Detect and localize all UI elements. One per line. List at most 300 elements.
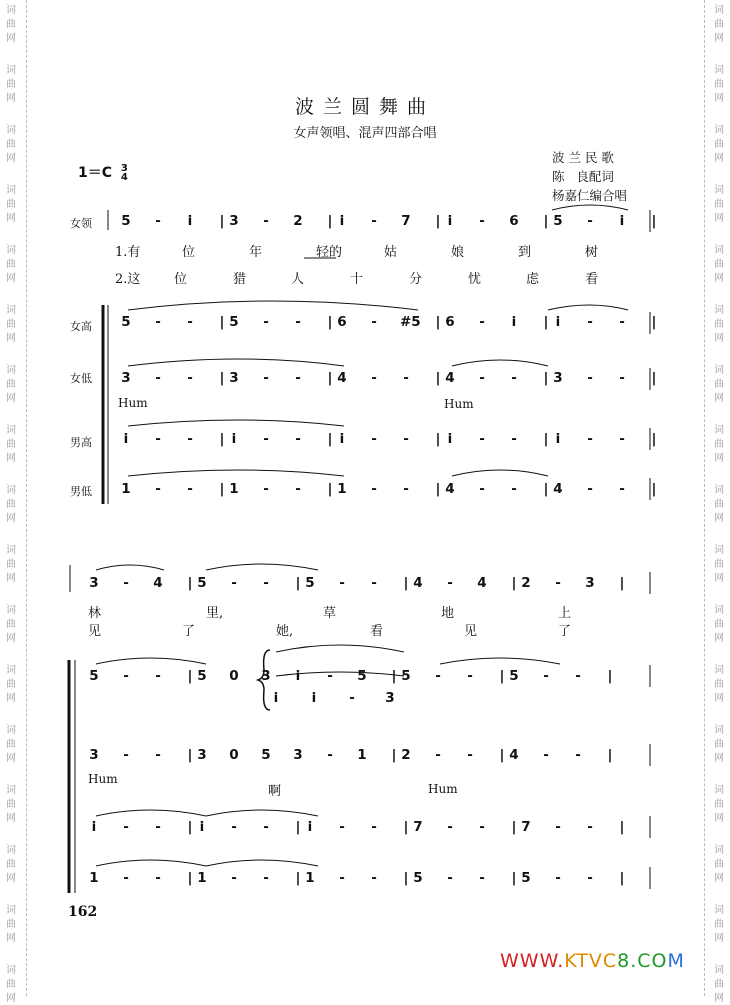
lyric-word: 了	[182, 624, 196, 639]
lyric-word: 上	[558, 606, 572, 621]
lyric-word: 到	[518, 245, 532, 260]
watermark-char: 词	[714, 5, 724, 16]
watermark-char: 曲	[6, 739, 16, 750]
note: 1	[229, 481, 239, 497]
note: 3	[89, 575, 99, 591]
note: 3	[385, 690, 395, 706]
note: -	[295, 431, 301, 447]
note: -	[555, 575, 561, 591]
note: 3	[197, 747, 207, 763]
bar-line: |	[619, 819, 625, 835]
watermark-char: 词	[714, 485, 724, 496]
note: -	[403, 481, 409, 497]
watermark-char: 曲	[6, 679, 16, 690]
watermark-char: 曲	[6, 859, 16, 870]
watermark-char: 网	[714, 153, 724, 164]
note: 4	[445, 481, 455, 497]
note: i	[231, 431, 237, 447]
watermark-char: 网	[714, 93, 724, 104]
note: -	[587, 431, 593, 447]
note: -	[231, 575, 237, 591]
watermark-char: 词	[714, 605, 724, 616]
watermark-char: 词	[714, 425, 724, 436]
note: -	[263, 370, 269, 386]
watermark-char: 曲	[714, 559, 724, 570]
watermark-char: 词	[6, 125, 16, 136]
note: 3	[553, 370, 563, 386]
note: 3	[261, 668, 271, 684]
watermark-char: 网	[6, 693, 16, 704]
note: i	[311, 690, 317, 706]
watermark-char: 曲	[6, 919, 16, 930]
note: 3	[585, 575, 595, 591]
note: -	[187, 431, 193, 447]
watermark-char: 曲	[714, 19, 724, 30]
watermark-char: 曲	[714, 979, 724, 990]
note: 4	[553, 481, 563, 497]
site-char: T	[576, 950, 589, 972]
note: -	[371, 213, 377, 229]
note: i	[295, 668, 301, 684]
watermark-char: 网	[714, 633, 724, 644]
site-char: W	[519, 950, 540, 972]
note: i	[511, 314, 517, 330]
sys2-hum-1: Hum	[88, 772, 118, 786]
bar-line: |	[327, 213, 333, 229]
watermark-char: 曲	[6, 19, 16, 30]
note: -	[371, 870, 377, 886]
note: 0	[229, 668, 239, 684]
watermark-char: 网	[714, 933, 724, 944]
watermark-char: 网	[6, 213, 16, 224]
note: i	[273, 690, 279, 706]
watermark-char: 曲	[6, 979, 16, 990]
bar-line: |	[187, 870, 193, 886]
watermark-char: 曲	[6, 259, 16, 270]
watermark-char: 词	[714, 245, 724, 256]
note: 6	[337, 314, 347, 330]
site-char: M	[667, 950, 685, 972]
note: -	[447, 870, 453, 886]
watermark-char: 曲	[714, 319, 724, 330]
note: 5	[357, 668, 367, 684]
note: -	[479, 481, 485, 497]
note: -	[231, 870, 237, 886]
bar-line: |	[295, 870, 301, 886]
note: 1	[121, 481, 131, 497]
note: i	[187, 213, 193, 229]
bar-line: |	[511, 870, 517, 886]
credit-lyrics: 陈 良配词	[552, 169, 614, 184]
watermark-char: 网	[6, 513, 16, 524]
watermark-char: 词	[714, 185, 724, 196]
site-char: .	[630, 950, 638, 972]
bar-line: |	[511, 819, 517, 835]
watermark-char: 网	[714, 393, 724, 404]
note: 5	[121, 213, 131, 229]
bar-line: |	[543, 213, 549, 229]
lyric-word: 里,	[206, 606, 224, 621]
note: -	[187, 370, 193, 386]
note: -	[295, 481, 301, 497]
bar-line: |	[651, 481, 657, 497]
bar-line: |	[219, 481, 225, 497]
note: 5	[521, 870, 531, 886]
lyric-word: 了	[558, 624, 572, 639]
lyric-word: 分	[409, 272, 423, 287]
note: 3	[293, 747, 303, 763]
note: 7	[521, 819, 531, 835]
note: i	[555, 314, 561, 330]
watermark-char: 词	[714, 965, 724, 976]
watermark-char: 词	[6, 425, 16, 436]
note: -	[123, 575, 129, 591]
watermark-char: 网	[714, 993, 724, 1004]
watermark-char: 网	[6, 153, 16, 164]
bar-line: |	[187, 668, 193, 684]
bar-line: |	[435, 213, 441, 229]
note: -	[263, 431, 269, 447]
note: -	[619, 481, 625, 497]
bar-line: |	[543, 481, 549, 497]
watermark-char: 词	[714, 665, 724, 676]
time-top: 3	[120, 163, 128, 174]
note: -	[123, 747, 129, 763]
watermark-char: 词	[714, 785, 724, 796]
note: 5	[553, 213, 563, 229]
note: i	[307, 819, 313, 835]
watermark-char: 词	[6, 905, 16, 916]
watermark-char: 词	[6, 545, 16, 556]
note: -	[587, 481, 593, 497]
note: -	[263, 314, 269, 330]
note: -	[371, 370, 377, 386]
watermark-char: 词	[6, 365, 16, 376]
watermark-char: 曲	[714, 679, 724, 690]
watermark-char: 网	[714, 873, 724, 884]
note: -	[467, 668, 473, 684]
watermark-char: 词	[6, 65, 16, 76]
part-label-alto: 女低	[70, 372, 92, 385]
note: -	[447, 819, 453, 835]
bar-line: |	[327, 481, 333, 497]
note: 6	[445, 314, 455, 330]
note: 3	[121, 370, 131, 386]
note: -	[435, 668, 441, 684]
watermark-char: 词	[6, 665, 16, 676]
note: i	[619, 213, 625, 229]
watermark-char: 网	[714, 813, 724, 824]
bar-line: |	[499, 668, 505, 684]
lyric-word: 林	[88, 606, 102, 621]
watermark-char: 词	[714, 125, 724, 136]
note: 1	[197, 870, 207, 886]
note: -	[371, 314, 377, 330]
note: 5	[261, 747, 271, 763]
bar-line: |	[219, 370, 225, 386]
note: 2	[521, 575, 531, 591]
note: -	[155, 747, 161, 763]
song-subtitle: 女声领唱、混声四部合唱	[293, 126, 437, 141]
watermark-char: 词	[714, 365, 724, 376]
note: 4	[445, 370, 455, 386]
lyric-word: 1.有	[115, 245, 141, 260]
key-label: 1＝C	[78, 165, 113, 181]
watermark-char: 网	[6, 93, 16, 104]
bar-line: |	[607, 668, 613, 684]
bar-line: |	[219, 213, 225, 229]
note: -	[155, 431, 161, 447]
note: 7	[413, 819, 423, 835]
time-bottom: 4	[120, 172, 128, 183]
note: 5	[305, 575, 315, 591]
note: -	[511, 481, 517, 497]
watermark-char: 网	[6, 453, 16, 464]
note: -	[327, 668, 333, 684]
lyric-word: 地	[441, 606, 455, 621]
note: -	[403, 370, 409, 386]
watermark-char: 网	[714, 753, 724, 764]
site-char: W	[539, 950, 558, 972]
watermark-char: 词	[6, 305, 16, 316]
watermark-char: 网	[6, 993, 16, 1004]
note: -	[187, 314, 193, 330]
bar-line: |	[543, 431, 549, 447]
watermark-char: 网	[714, 333, 724, 344]
watermark-char: 词	[714, 65, 724, 76]
note: -	[123, 819, 129, 835]
watermark-char: 网	[6, 633, 16, 644]
bar-line: |	[543, 314, 549, 330]
note: #5	[400, 314, 421, 330]
site-char: C	[602, 950, 618, 972]
watermark-char: 网	[714, 273, 724, 284]
note: 3	[229, 213, 239, 229]
credit-origin: 波 兰 民 歌	[552, 150, 614, 165]
bar-line: |	[651, 314, 657, 330]
note: -	[587, 314, 593, 330]
note: -	[327, 747, 333, 763]
note: -	[587, 870, 593, 886]
note: -	[543, 747, 549, 763]
watermark-char: 曲	[6, 319, 16, 330]
watermark-char: 网	[6, 273, 16, 284]
lyric-word: 2.这	[115, 272, 141, 287]
bar-line: |	[651, 370, 657, 386]
note: -	[619, 370, 625, 386]
bar-line: |	[391, 747, 397, 763]
note: -	[511, 370, 517, 386]
note: 1	[305, 870, 315, 886]
bar-line: |	[327, 431, 333, 447]
watermark-char: 曲	[6, 499, 16, 510]
note: -	[479, 431, 485, 447]
lyric-word: 树	[585, 245, 599, 260]
note: -	[479, 870, 485, 886]
watermark-char: 词	[714, 545, 724, 556]
bar-line: |	[187, 819, 193, 835]
lyric-word: 草	[323, 606, 337, 621]
watermark-char: 词	[6, 725, 16, 736]
bar-line: |	[403, 575, 409, 591]
note: -	[555, 819, 561, 835]
note: -	[263, 870, 269, 886]
note: -	[619, 431, 625, 447]
watermark-char: 曲	[6, 619, 16, 630]
part-label-lead: 女领	[70, 217, 92, 230]
watermark-char: 网	[6, 33, 16, 44]
watermark-char: 曲	[6, 139, 16, 150]
bar-line: |	[651, 213, 657, 229]
watermark-char: 词	[714, 725, 724, 736]
note: -	[263, 481, 269, 497]
lyric-word: 看	[370, 624, 384, 639]
watermark-char: 曲	[714, 799, 724, 810]
bar-line: |	[435, 370, 441, 386]
note: -	[155, 870, 161, 886]
watermark-char: 曲	[714, 79, 724, 90]
watermark-char: 曲	[6, 79, 16, 90]
bar-line: |	[435, 481, 441, 497]
watermark-char: 曲	[6, 439, 16, 450]
note: -	[575, 668, 581, 684]
note: 1	[337, 481, 347, 497]
note: i	[91, 819, 97, 835]
song-title: 波兰圆舞曲	[294, 96, 435, 118]
note: 5	[229, 314, 239, 330]
watermark-char: 曲	[714, 439, 724, 450]
lyric-word: 年	[249, 245, 263, 260]
lyric-word: 忧	[468, 272, 482, 287]
note: -	[155, 668, 161, 684]
site-char: K	[564, 950, 577, 972]
watermark-char: 曲	[714, 619, 724, 630]
note: 4	[477, 575, 487, 591]
bar-line: |	[435, 314, 441, 330]
watermark-char: 曲	[6, 559, 16, 570]
watermark-char: 曲	[714, 259, 724, 270]
note: 3	[89, 747, 99, 763]
watermark-char: 网	[6, 573, 16, 584]
site-char: W	[500, 950, 520, 972]
watermark-char: 曲	[714, 379, 724, 390]
lyric-word: 位	[174, 272, 188, 287]
note: -	[403, 431, 409, 447]
note: -	[155, 213, 161, 229]
note: -	[371, 819, 377, 835]
credit-arranger: 杨嘉仁编合唱	[552, 188, 628, 203]
note: i	[339, 213, 345, 229]
note: i	[447, 431, 453, 447]
watermark-char: 网	[6, 393, 16, 404]
note: i	[199, 819, 205, 835]
note: -	[543, 668, 549, 684]
watermark-char: 网	[6, 333, 16, 344]
watermark-char: 曲	[714, 859, 724, 870]
bar-line: |	[651, 431, 657, 447]
note: 7	[401, 213, 411, 229]
lyric-word: 猎	[233, 272, 247, 287]
note: -	[295, 314, 301, 330]
watermark-char: 网	[714, 453, 724, 464]
bar-line: |	[327, 370, 333, 386]
bar-line: |	[403, 819, 409, 835]
note: 4	[509, 747, 519, 763]
note: -	[619, 314, 625, 330]
sys2-ah: 啊	[268, 784, 282, 799]
watermark-char: 词	[6, 485, 16, 496]
site-char: .	[557, 950, 565, 972]
lyric-word: 轻的	[316, 245, 343, 260]
watermark-char: 词	[6, 245, 16, 256]
note: -	[155, 370, 161, 386]
watermark-char: 曲	[714, 919, 724, 930]
watermark-char: 词	[714, 305, 724, 316]
note: 4	[413, 575, 423, 591]
bar-line: |	[619, 575, 625, 591]
note: 5	[89, 668, 99, 684]
note: -	[155, 481, 161, 497]
watermark-char: 词	[6, 185, 16, 196]
watermark-char: 词	[6, 605, 16, 616]
bar-line: |	[295, 575, 301, 591]
lyric-word: 姑	[384, 245, 398, 260]
note: -	[435, 747, 441, 763]
note: 2	[401, 747, 411, 763]
note: -	[467, 747, 473, 763]
site-char: V	[588, 950, 603, 972]
watermark-char: 网	[6, 873, 16, 884]
note: -	[479, 819, 485, 835]
note: -	[371, 575, 377, 591]
note: -	[587, 370, 593, 386]
bar-line: |	[391, 668, 397, 684]
note: -	[479, 370, 485, 386]
note: -	[575, 747, 581, 763]
part-label-tenor: 男高	[70, 436, 92, 449]
note: 5	[509, 668, 519, 684]
lyric-word: 十	[350, 272, 364, 287]
watermark-char: 词	[714, 845, 724, 856]
note: -	[479, 314, 485, 330]
watermark-char: 词	[6, 965, 16, 976]
note: -	[479, 213, 485, 229]
note: 5	[413, 870, 423, 886]
lyric-word: 娘	[451, 245, 465, 260]
note: 5	[197, 668, 207, 684]
note: -	[263, 575, 269, 591]
note: 0	[229, 747, 239, 763]
lyric-word: 见	[88, 624, 102, 639]
note: -	[339, 870, 345, 886]
watermark-char: 词	[6, 5, 16, 16]
watermark-char: 网	[714, 573, 724, 584]
lyric-word: 人	[291, 272, 305, 287]
watermark-char: 曲	[6, 199, 16, 210]
watermark-char: 曲	[6, 799, 16, 810]
bar-line: |	[619, 870, 625, 886]
sys1-hum-2: Hum	[444, 397, 474, 411]
bar-line: |	[219, 314, 225, 330]
note: i	[555, 431, 561, 447]
note: i	[123, 431, 129, 447]
note: 4	[153, 575, 163, 591]
note: -	[339, 819, 345, 835]
site-char: O	[651, 950, 668, 972]
bar-line: |	[295, 819, 301, 835]
watermark-char: 网	[714, 513, 724, 524]
note: 3	[229, 370, 239, 386]
